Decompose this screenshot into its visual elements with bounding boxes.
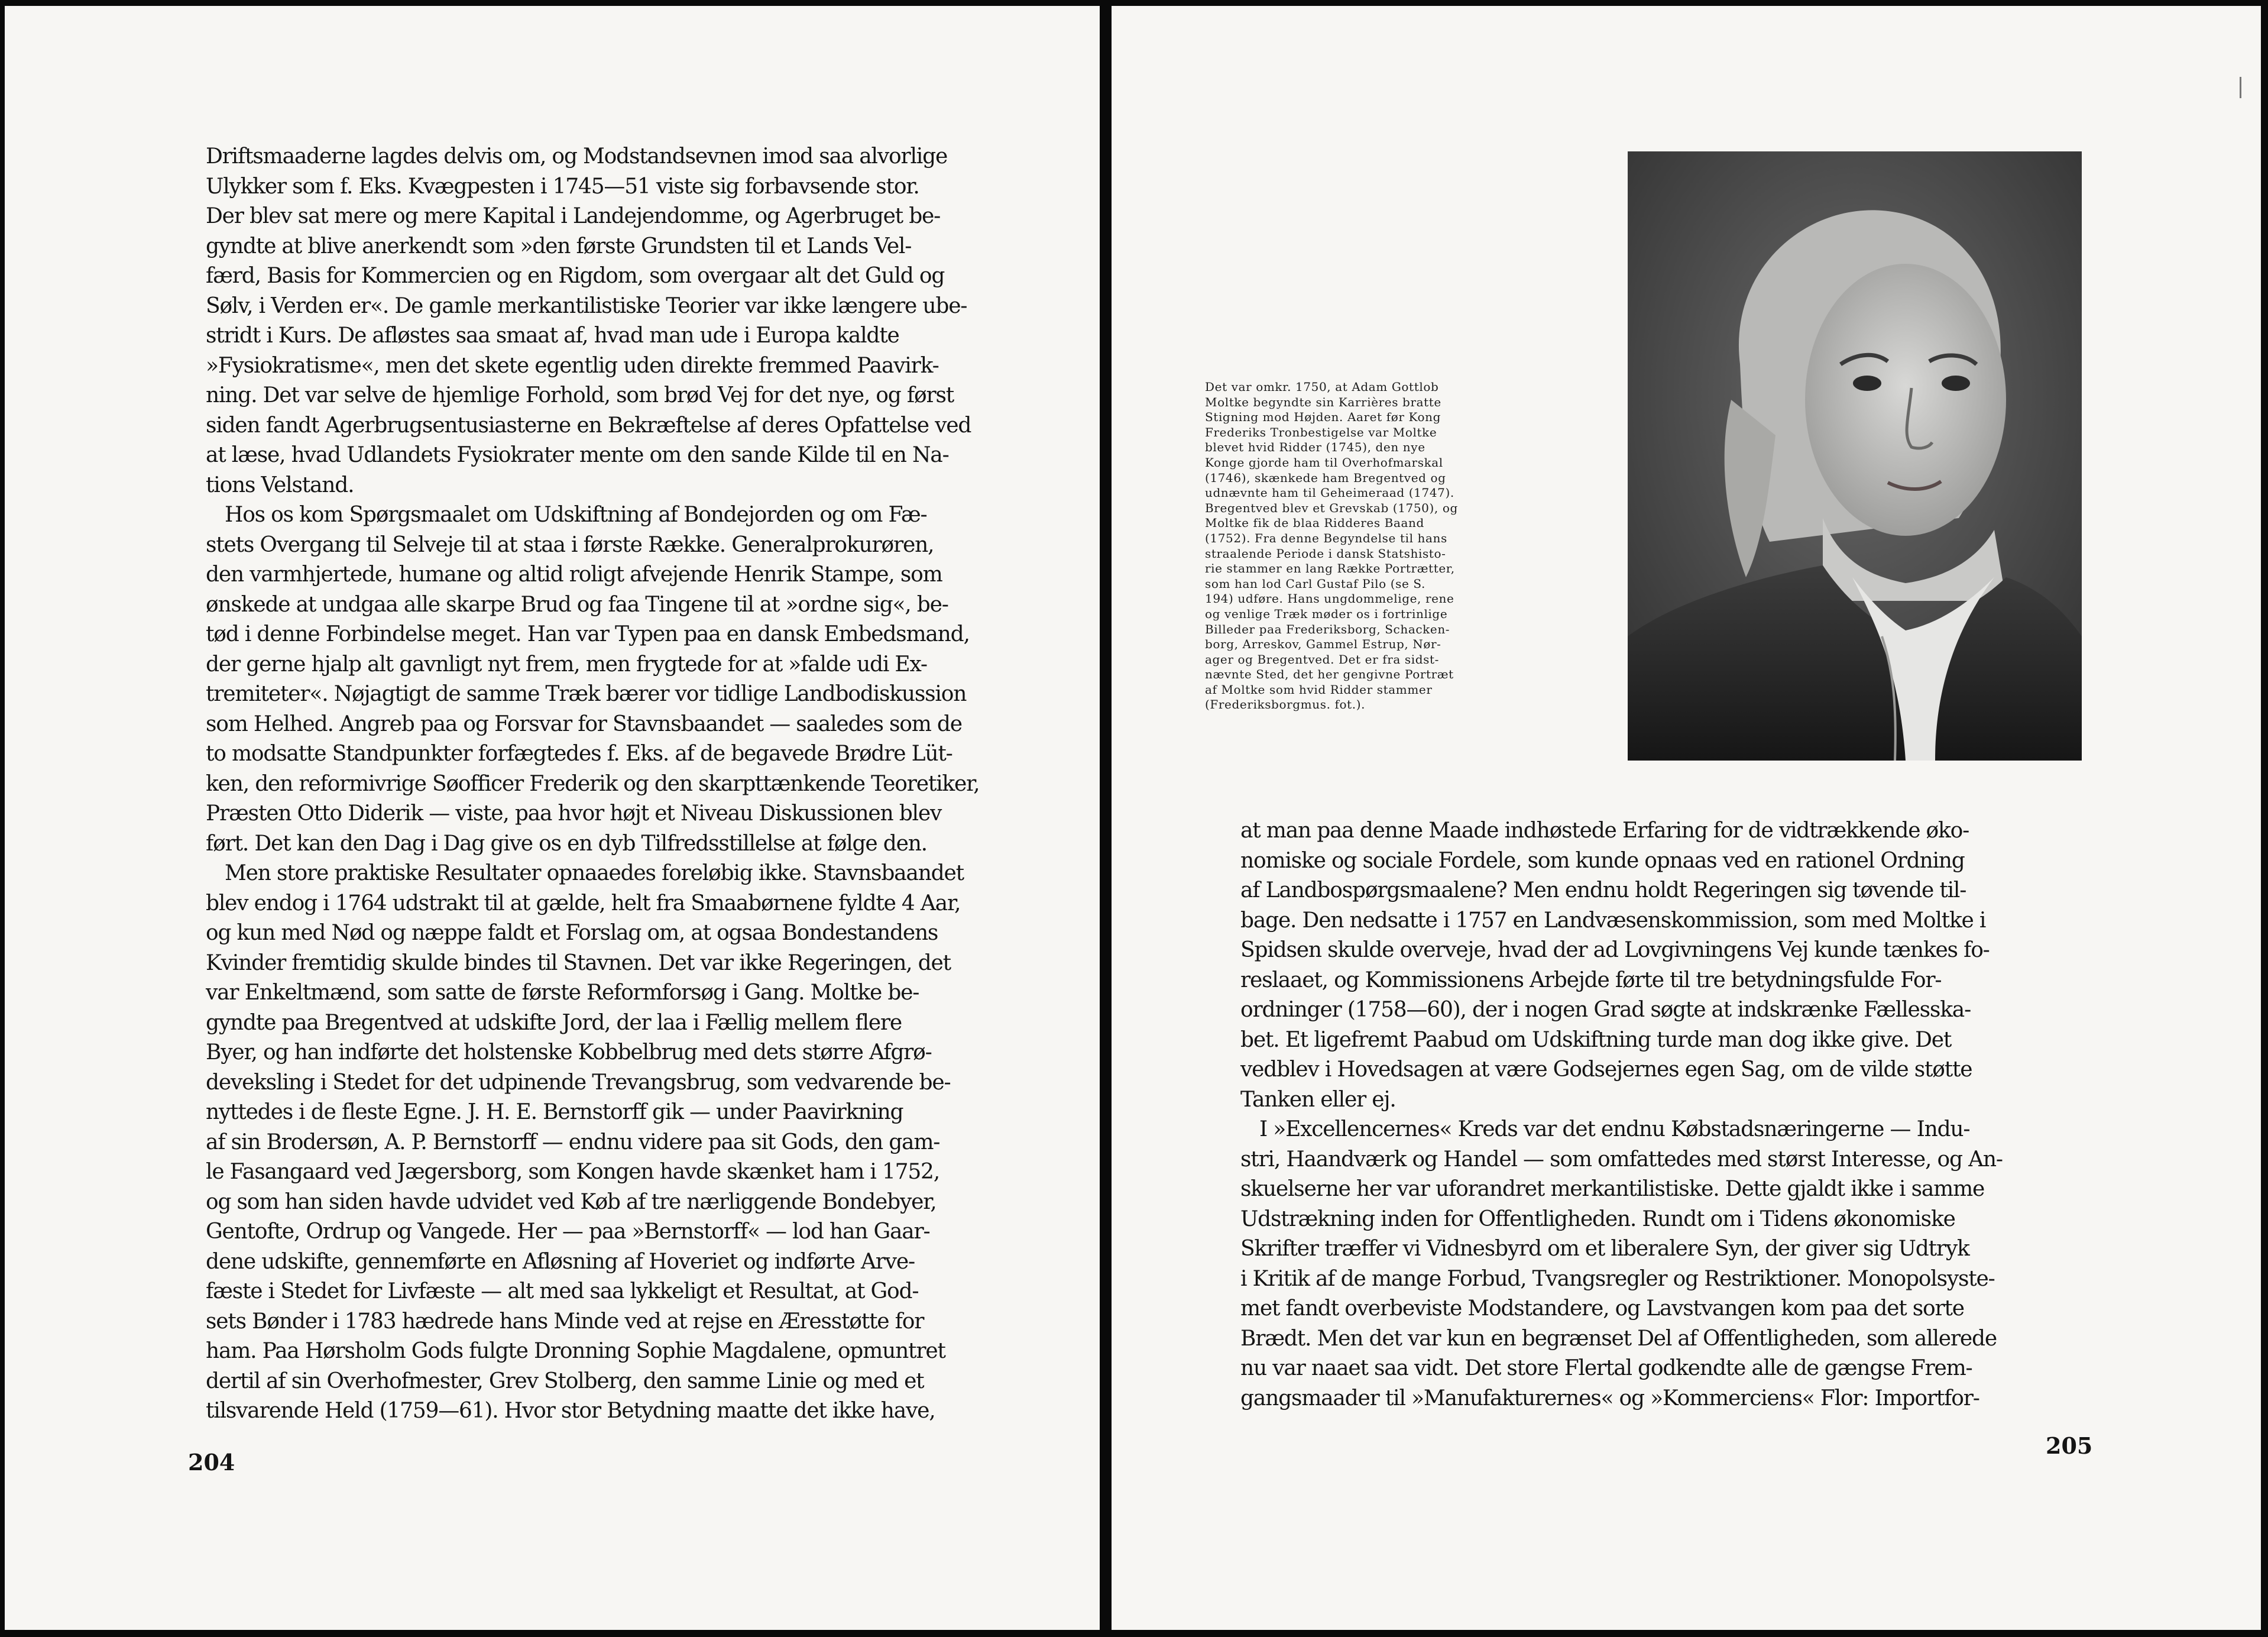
- text-line: le Fasangaard ved Jægersborg, som Kongen havde skænket ham i 1752,: [206, 1160, 940, 1184]
- caption-line: Moltke begyndte sin Karrières bratte: [1205, 394, 1441, 409]
- right-page: [1112, 6, 2261, 1630]
- text-line: vedblev i Hovedsagen at være Godsejernes egen Sag, om de vilde støtte: [1240, 1057, 1972, 1082]
- left-page: [5, 6, 1100, 1630]
- text-line: Ulykker som f. Eks. Kvægpesten i 1745—51 viste sig forbavsende stor.: [206, 174, 919, 199]
- caption-line: Det var omkr. 1750, at Adam Gottlob: [1205, 380, 1439, 394]
- text-line: var Enkeltmænd, som satte de første Reformforsøg i Gang. Moltke be-: [206, 981, 919, 1005]
- text-line: stets Overgang til Selveje til at staa i første Række. Generalprokurøren,: [206, 532, 934, 557]
- caption-line: borg, Arreskov, Gammel Estrup, Nør-: [1205, 637, 1441, 652]
- text-line: to modsatte Standpunkter forfægtedes f. Eks. af de begavede Brødre Lüt-: [206, 742, 952, 766]
- text-line: gyndte paa Bregentved at udskifte Jord, der laa i Fællig mellem flere: [206, 1010, 902, 1035]
- text-line: at man paa denne Maade indhøstede Erfaring for de vidtrækkende øko-: [1240, 818, 1969, 843]
- caption-line: nævnte Sted, det her gengivne Portræt: [1205, 667, 1454, 682]
- text-line: Brædt. Men det var kun en begrænset Del af Offentligheden, som allerede: [1240, 1326, 1997, 1351]
- edge-mark: [2240, 77, 2241, 98]
- caption-line: udnævnte ham til Geheimeraad (1747).: [1205, 486, 1454, 500]
- text-line: Hos os kom Spørgsmaalet om Udskiftning af Bondejorden og om Fæ-: [225, 503, 927, 527]
- left-body-text: [206, 142, 1033, 1426]
- portrait-image: [1628, 151, 2082, 761]
- caption-line: (1746), skænkede ham Bregentved og: [1205, 470, 1446, 485]
- caption-line: Moltke fik de blaa Ridderes Baand: [1205, 516, 1424, 530]
- text-line: ført. Det kan den Dag i Dag give os en dyb Tilfredsstillelse at følge den.: [206, 831, 927, 856]
- text-line: nyttedes i de fleste Egne. J. H. E. Bernstorff gik — under Paavirkning: [206, 1100, 903, 1124]
- text-line: tød i denne Forbindelse meget. Han var Typen paa en dansk Embedsmand,: [206, 622, 970, 646]
- text-line: ordninger (1758—60), der i nogen Grad søgte at indskrænke Fællesska-: [1240, 998, 1971, 1022]
- text-line: I »Excellencernes« Kreds var det endnu Købstadsnæringerne — Indu-: [1259, 1117, 1970, 1141]
- caption-line: Bregentved blev et Grevskab (1750), og: [1205, 500, 1458, 515]
- text-line: Byer, og han indførte det holstenske Kobbelbrug med dets større Afgrø-: [206, 1040, 932, 1065]
- text-line: ken, den reformivrige Søofficer Frederik og den skarpttænkende Teoretiker,: [206, 771, 980, 796]
- text-line: Spidsen skulde overveje, hvad der ad Lovgivningens Vej kunde tænkes fo-: [1240, 938, 1990, 962]
- text-line: »Fysiokratisme«, men det skete egentlig uden direkte fremmed Paavirk-: [206, 353, 939, 378]
- caption-line: Billeder paa Frederiksborg, Schacken-: [1205, 622, 1450, 636]
- text-line: gangsmaader til »Manufakturernes« og »Kommerciens« Flor: Importfor-: [1240, 1386, 1979, 1410]
- text-line: tilsvarende Held (1759—61). Hvor stor Betydning maatte det ikke have,: [206, 1399, 935, 1423]
- caption-line: Frederiks Tronbestigelse var Moltke: [1205, 425, 1437, 439]
- portrait-illustration: [1628, 151, 2082, 761]
- text-line: Tanken eller ej.: [1240, 1087, 1396, 1112]
- text-line: den varmhjertede, humane og altid roligt afvejende Henrik Stampe, som: [206, 562, 942, 587]
- caption-line: straalende Periode i dansk Statshisto-: [1205, 546, 1446, 561]
- text-line: Kvinder fremtidig skulde bindes til Stavnen. Det var ikke Regeringen, det: [206, 950, 951, 975]
- text-line: Der blev sat mere og mere Kapital i Landejendomme, og Agerbruget be-: [206, 204, 941, 228]
- text-line: bage. Den nedsatte i 1757 en Landvæsenskommission, som med Moltke i: [1240, 908, 1986, 933]
- text-line: af Landbospørgsmaalene? Men endnu holdt Regeringen sig tøvende til-: [1240, 878, 1966, 902]
- text-line: deveksling i Stedet for det udpinende Trevangsbrug, som vedvarende be-: [206, 1070, 951, 1095]
- caption-line: (Frederiksborgmus. fot.).: [1205, 697, 1366, 712]
- text-line: ham. Paa Hørsholm Gods fulgte Dronning Sophie Magdalene, opmuntret: [206, 1339, 945, 1363]
- text-line: gyndte at blive anerkendt som »den første Grundsten til et Lands Vel-: [206, 234, 912, 258]
- text-line: blev endog i 1764 udstrakt til at gælde, helt fra Smaabørnene fyldte 4 Aar,: [206, 891, 961, 915]
- text-line: ning. Det var selve de hjemlige Forhold, som brød Vej for det nye, og først: [206, 383, 954, 407]
- caption-line: og venlige Træk møder os i fortrinlige: [1205, 606, 1448, 621]
- text-line: stridt i Kurs. De afløstes saa smaat af, hvad man ude i Europa kaldte: [206, 323, 899, 348]
- text-line: dertil af sin Overhofmester, Grev Stolberg, den samme Linie og med et: [206, 1369, 924, 1393]
- text-line: at læse, hvad Udlandets Fysiokrater mente om den sande Kilde til en Na-: [206, 443, 949, 467]
- text-line: skuelserne her var uforandret merkantilistiske. Dette gjaldt ikke i samme: [1240, 1177, 1985, 1201]
- text-line: tremiteter«. Nøjagtigt de samme Træk bærer vor tidlige Landbodiskussion: [206, 682, 967, 706]
- page-number-left: 204: [188, 1449, 235, 1476]
- text-line: af sin Brodersøn, A. P. Bernstorff — endnu videre paa sit Gods, den gam-: [206, 1130, 940, 1154]
- portrait-caption: [1205, 380, 1468, 713]
- text-line: met fandt overbeviste Modstandere, og Lavstvangen kom paa det sorte: [1240, 1296, 1964, 1321]
- caption-line: ager og Bregentved. Det er fra sidst-: [1205, 652, 1439, 667]
- caption-line: blevet hvid Ridder (1745), den nye: [1205, 440, 1425, 455]
- text-line: fæste i Stedet for Livfæste — alt med saa lykkeligt et Resultat, at God-: [206, 1279, 919, 1303]
- text-line: i Kritik af de mange Forbud, Tvangsregler og Restriktioner. Monopolsyste-: [1240, 1266, 1995, 1291]
- text-line: og som han siden havde udvidet ved Køb af tre nærliggende Bondebyer,: [206, 1189, 937, 1214]
- text-line: bet. Et ligefremt Paabud om Udskiftning turde man dog ikke give. Det: [1240, 1027, 1952, 1052]
- caption-line: 194) udføre. Hans ungdommelige, rene: [1205, 591, 1454, 606]
- text-line: færd, Basis for Kommercien og en Rigdom, som overgaar alt det Guld og: [206, 264, 945, 288]
- text-line: Præsten Otto Diderik — viste, paa hvor højt et Niveau Diskussionen blev: [206, 801, 942, 826]
- text-line: Udstrækning inden for Offentligheden. Rundt om i Tidens økonomiske: [1240, 1206, 1955, 1231]
- caption-line: som han lod Carl Gustaf Pilo (se S.: [1205, 576, 1425, 591]
- text-line: Men store praktiske Resultater opnaaedes foreløbig ikke. Stavnsbaandet: [225, 861, 964, 885]
- text-line: Driftsmaaderne lagdes delvis om, og Modstandsevnen imod saa alvorlige: [206, 144, 948, 169]
- text-line: stri, Haandværk og Handel — som omfattedes med størst Interesse, og An-: [1240, 1147, 2003, 1172]
- text-line: nu var naaet saa vidt. Det store Flertal godkendte alle de gængse Frem-: [1240, 1356, 1972, 1380]
- text-line: ønskede at undgaa alle skarpe Brud og faa Tingene til at »ordne sig«, be-: [206, 592, 948, 617]
- caption-line: Stigning mod Højden. Aaret før Kong: [1205, 410, 1441, 425]
- text-line: som Helhed. Angreb paa og Forsvar for Stavnsbaandet — saaledes som de: [206, 711, 962, 736]
- text-line: reslaaet, og Kommissionens Arbejde førte til tre betydningsfulde For-: [1240, 968, 1942, 992]
- caption-line: (1752). Fra denne Begyndelse til hans: [1205, 530, 1447, 545]
- text-line: siden fandt Agerbrugsentusiasterne en Bekræftelse af deres Opfattelse ved: [206, 413, 971, 438]
- text-line: sets Bønder i 1783 hædrede hans Minde ved at rejse en Æresstøtte for: [206, 1309, 924, 1334]
- text-line: dene udskifte, gennemførte en Afløsning af Hoveriet og indførte Arve-: [206, 1249, 915, 1274]
- caption-line: af Moltke som hvid Ridder stammer: [1205, 682, 1433, 697]
- text-line: nomiske og sociale Fordele, som kunde opnaas ved en rationel Ordning: [1240, 848, 1965, 873]
- text-line: og kun med Nød og næppe faldt et Forslag om, at ogsaa Bondestandens: [206, 921, 938, 945]
- text-line: Sølv, i Verden er«. De gamle merkantilistiske Teorier var ikke længere ube-: [206, 293, 967, 318]
- text-line: Gentofte, Ordrup og Vangede. Her — paa »Bernstorff« — lod han Gaar-: [206, 1219, 930, 1244]
- right-body-text: [1240, 816, 2074, 1413]
- text-line: tions Velstand.: [206, 473, 354, 497]
- caption-line: rie stammer en lang Række Portrætter,: [1205, 561, 1455, 576]
- caption-line: Konge gjorde ham til Overhofmarskal: [1205, 455, 1443, 470]
- text-line: Skrifter træffer vi Vidnesbyrd om et liberalere Syn, der giver sig Udtryk: [1240, 1237, 1969, 1261]
- text-line: der gerne hjalp alt gavnligt nyt frem, men frygtede for at »falde udi Ex-: [206, 652, 927, 677]
- page-number-right: 205: [2046, 1432, 2093, 1459]
